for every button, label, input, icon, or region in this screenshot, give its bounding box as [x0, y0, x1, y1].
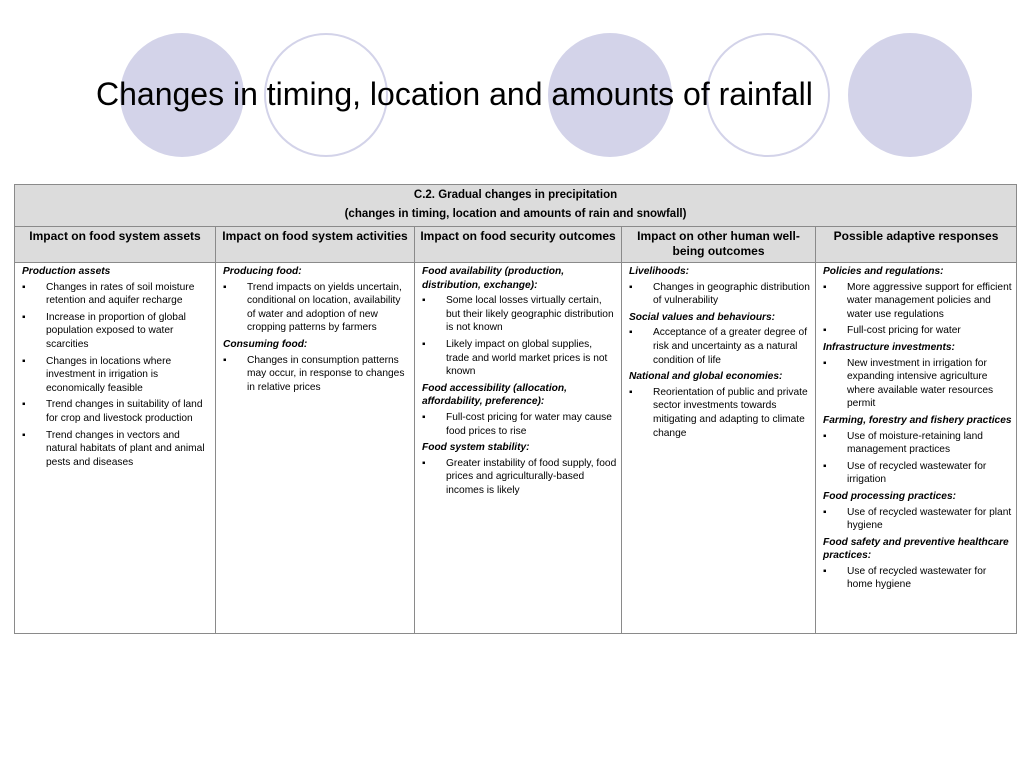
bullet-list: [629, 281, 811, 308]
bullet-list: [223, 281, 410, 335]
bullet-list: [22, 281, 211, 470]
section-heading: Social values and behaviours:: [629, 311, 776, 323]
bullet-list: [629, 326, 811, 367]
list-item: ▪ Likely impact on global supplies, trade and world market prices is not known: [422, 338, 617, 379]
list-item: ▪ More aggressive support for efficient water management policies and water use regulations: [823, 281, 1012, 322]
list-item: ▪ Changes in rates of soil moisture retention and aquifer recharge: [22, 281, 211, 308]
table-caption-row: [15, 185, 1017, 227]
section-heading: Consuming food:: [223, 338, 308, 350]
bullet-list: [422, 294, 617, 379]
bullet-list: [223, 354, 410, 395]
list-item: ▪ Trend changes in suitability of land for crop and livestock production: [22, 398, 211, 425]
section-heading: National and global economies:: [629, 371, 783, 383]
section-heading: Infrastructure investments:: [823, 341, 955, 353]
list-item: ▪ Changes in locations where investment in irrigation is economically feasible: [22, 355, 211, 396]
section-heading: Producing food:: [223, 266, 302, 277]
column-header: Impact on food system activities: [216, 227, 415, 263]
precipitation-table: [14, 184, 1017, 634]
table-subtitle: (changes in timing, location and amounts of rain and snowfall): [344, 208, 687, 220]
list-item: ▪ Reorientation of public and private sector investments towards mitigating and adapting to climate change: [629, 386, 811, 440]
list-item: ▪ Trend changes in vectors and natural habitats of plant and animal pests and diseases: [22, 429, 211, 470]
section-heading: Food processing practices:: [823, 490, 957, 502]
table-caption: [15, 185, 1017, 227]
bullet-list: [823, 506, 1012, 533]
table-title: C.2. Gradual changes in precipitation: [413, 189, 618, 201]
bullet-list: [422, 411, 617, 438]
decor-circle: [848, 33, 972, 157]
bullet-list: [823, 281, 1012, 338]
section-heading: Policies and regulations:: [823, 266, 944, 277]
table-cell-security-outcomes: [415, 263, 622, 634]
section-heading: Livelihoods:: [629, 266, 689, 277]
list-item: ▪ Full-cost pricing for water may cause food prices to rise: [422, 411, 617, 438]
list-item: ▪ Changes in geographic distribution of vulnerability: [629, 281, 811, 308]
slide-title: Changes in timing, location and amounts of rainfall: [96, 76, 813, 112]
table-cell-wellbeing-outcomes: [622, 263, 816, 634]
column-header: Impact on food system assets: [15, 227, 216, 263]
table-body-row: [15, 263, 1017, 634]
list-item: ▪ Full-cost pricing for water: [823, 324, 1012, 338]
bullet-list: [422, 457, 617, 498]
list-item: ▪ New investment in irrigation for expanding intensive agriculture where available water resources permit: [823, 357, 1012, 411]
column-header: Impact on other human well-being outcomes: [622, 227, 816, 263]
table-cell-assets: [15, 263, 216, 634]
bullet-list: [823, 357, 1012, 411]
section-heading: Production assets: [22, 266, 111, 277]
list-item: ▪ Changes in consumption patterns may occur, in response to changes in relative prices: [223, 354, 410, 395]
bullet-list: [823, 430, 1012, 487]
table-header-row: [15, 227, 1017, 263]
table-cell-activities: [216, 263, 415, 634]
list-item: ▪ Greater instability of food supply, food prices and agriculturally-based incomes is likely: [422, 457, 617, 498]
section-heading: Food availability (production, distribution, exchange):: [422, 266, 565, 291]
bullet-list: [823, 565, 1012, 592]
column-header: Impact on food security outcomes: [415, 227, 622, 263]
column-header: Possible adaptive responses: [816, 227, 1017, 263]
list-item: ▪ Use of recycled wastewater for irrigation: [823, 460, 1012, 487]
list-item: ▪ Acceptance of a greater degree of risk and uncertainty as a natural condition of life: [629, 326, 811, 367]
list-item: ▪ Increase in proportion of global population exposed to water scarcities: [22, 311, 211, 352]
list-item: ▪ Use of recycled wastewater for home hygiene: [823, 565, 1012, 592]
list-item: ▪ Some local losses virtually certain, but their likely geographic distribution is not known: [422, 294, 617, 335]
section-heading: Food accessibility (allocation, affordability, preference):: [422, 382, 567, 408]
table-cell-adaptive-responses: [816, 263, 1017, 634]
list-item: ▪ Use of recycled wastewater for plant hygiene: [823, 506, 1012, 533]
section-heading: Food safety and preventive healthcare practices:: [823, 536, 1009, 562]
list-item: ▪ Use of moisture-retaining land management practices: [823, 430, 1012, 457]
section-heading: Farming, forestry and fishery practices: [823, 414, 1012, 426]
section-heading: Food system stability:: [422, 442, 530, 454]
list-item: ▪ Trend impacts on yields uncertain, conditional on location, availability of water and adoption of new cropping patterns by farmers: [223, 281, 410, 335]
bullet-list: [629, 386, 811, 440]
